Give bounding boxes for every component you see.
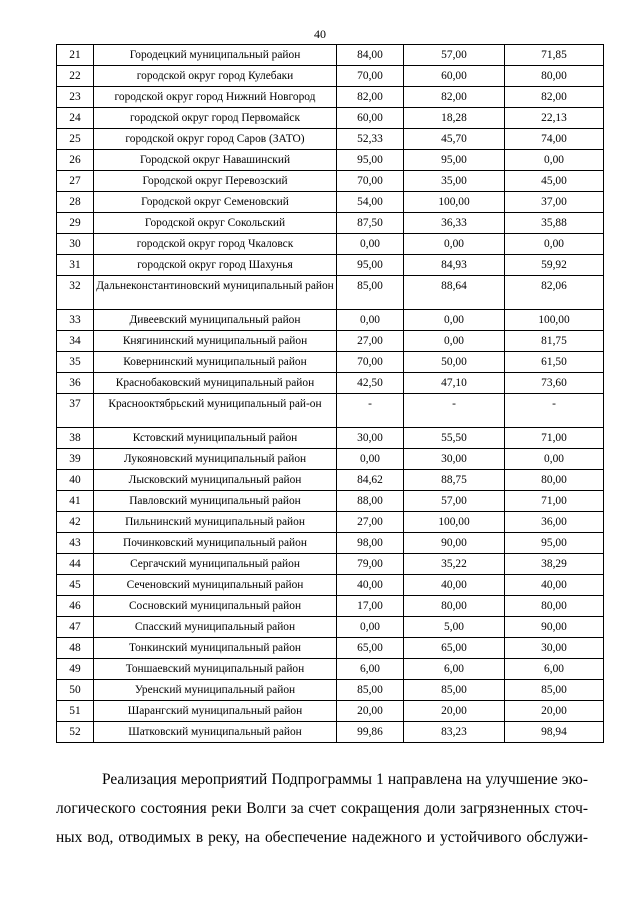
row-number-cell: 26 <box>57 150 94 171</box>
row-number-cell: 30 <box>57 234 94 255</box>
row-number-cell: 39 <box>57 449 94 470</box>
value-3-cell: 0,00 <box>505 449 604 470</box>
value-1-cell: 27,00 <box>337 331 404 352</box>
value-1-cell: 70,00 <box>337 352 404 373</box>
district-name-cell: Шарангский муниципальный район <box>94 701 337 722</box>
value-2-cell: 0,00 <box>404 310 505 331</box>
district-name-cell: городской округ город Шахунья <box>94 255 337 276</box>
value-1-cell: 40,00 <box>337 575 404 596</box>
district-name-cell: Ковернинский муниципальный район <box>94 352 337 373</box>
paragraph-line: логического состояния реки Волги за счет сокращения доли загрязненных сточ- <box>56 800 588 817</box>
table-row <box>57 192 604 213</box>
table-row <box>57 234 604 255</box>
value-3-cell: 82,06 <box>505 276 604 310</box>
table-row <box>57 394 604 428</box>
table-row <box>57 310 604 331</box>
table-row <box>57 491 604 512</box>
row-number-cell: 36 <box>57 373 94 394</box>
table-row <box>57 213 604 234</box>
district-name-cell: городской округ город Чкаловск <box>94 234 337 255</box>
table-row <box>57 108 604 129</box>
district-name-cell: городской округ город Кулебаки <box>94 66 337 87</box>
district-name-cell: Сеченовский муниципальный район <box>94 575 337 596</box>
value-2-cell: 80,00 <box>404 596 505 617</box>
row-number-cell: 51 <box>57 701 94 722</box>
value-2-cell: 83,23 <box>404 722 505 743</box>
value-2-cell: 100,00 <box>404 512 505 533</box>
value-3-cell: 82,00 <box>505 87 604 108</box>
value-1-cell: 30,00 <box>337 428 404 449</box>
value-2-cell: 57,00 <box>404 45 505 66</box>
district-name-cell: Городской округ Перевозский <box>94 171 337 192</box>
district-name-cell: Краснооктябрьский муниципальный рай-он <box>94 394 337 428</box>
data-table <box>56 44 604 743</box>
value-3-cell: 73,60 <box>505 373 604 394</box>
value-1-cell: 20,00 <box>337 701 404 722</box>
value-3-cell: 80,00 <box>505 596 604 617</box>
district-name-cell: Княгининский муниципальный район <box>94 331 337 352</box>
row-number-cell: 42 <box>57 512 94 533</box>
value-3-cell: 59,92 <box>505 255 604 276</box>
value-3-cell: 22,13 <box>505 108 604 129</box>
value-2-cell: 65,00 <box>404 638 505 659</box>
value-1-cell: 85,00 <box>337 276 404 310</box>
row-number-cell: 23 <box>57 87 94 108</box>
value-3-cell: 80,00 <box>505 66 604 87</box>
value-2-cell: 18,28 <box>404 108 505 129</box>
value-3-cell: 100,00 <box>505 310 604 331</box>
table-row <box>57 171 604 192</box>
value-2-cell: 6,00 <box>404 659 505 680</box>
page-number: 40 <box>314 27 326 41</box>
row-number-cell: 31 <box>57 255 94 276</box>
row-number-cell: 45 <box>57 575 94 596</box>
table-row <box>57 617 604 638</box>
district-name-cell: Краснобаковский муниципальный район <box>94 373 337 394</box>
district-name-cell: городской округ город Саров (ЗАТО) <box>94 129 337 150</box>
table-row <box>57 45 604 66</box>
value-1-cell: 82,00 <box>337 87 404 108</box>
value-2-cell: 35,22 <box>404 554 505 575</box>
table-row <box>57 659 604 680</box>
row-number-cell: 52 <box>57 722 94 743</box>
value-2-cell: 35,00 <box>404 171 505 192</box>
row-number-cell: 33 <box>57 310 94 331</box>
value-2-cell: 88,64 <box>404 276 505 310</box>
table-row <box>57 373 604 394</box>
value-1-cell: 27,00 <box>337 512 404 533</box>
value-3-cell: 71,85 <box>505 45 604 66</box>
value-2-cell: - <box>404 394 505 428</box>
district-name-cell: Городской округ Семеновский <box>94 192 337 213</box>
row-number-cell: 48 <box>57 638 94 659</box>
district-name-cell: Городецкий муниципальный район <box>94 45 337 66</box>
value-2-cell: 57,00 <box>404 491 505 512</box>
table-row <box>57 428 604 449</box>
value-3-cell: 71,00 <box>505 491 604 512</box>
row-number-cell: 50 <box>57 680 94 701</box>
table-row <box>57 638 604 659</box>
row-number-cell: 38 <box>57 428 94 449</box>
value-2-cell: 100,00 <box>404 192 505 213</box>
value-2-cell: 84,93 <box>404 255 505 276</box>
district-name-cell: Спасский муниципальный район <box>94 617 337 638</box>
value-3-cell: 95,00 <box>505 533 604 554</box>
table-row <box>57 66 604 87</box>
table-row <box>57 449 604 470</box>
value-3-cell: 71,00 <box>505 428 604 449</box>
value-1-cell: 84,62 <box>337 470 404 491</box>
table-row <box>57 331 604 352</box>
value-2-cell: 55,50 <box>404 428 505 449</box>
value-3-cell: 35,88 <box>505 213 604 234</box>
value-2-cell: 95,00 <box>404 150 505 171</box>
value-3-cell: 80,00 <box>505 470 604 491</box>
value-3-cell: 61,50 <box>505 352 604 373</box>
paragraph-line: Реализация мероприятий Подпрограммы 1 направлена на улучшение эко- <box>102 771 588 788</box>
value-2-cell: 85,00 <box>404 680 505 701</box>
value-3-cell: 98,94 <box>505 722 604 743</box>
district-name-cell: городской округ город Нижний Новгород <box>94 87 337 108</box>
row-number-cell: 40 <box>57 470 94 491</box>
value-1-cell: 0,00 <box>337 310 404 331</box>
value-1-cell: 88,00 <box>337 491 404 512</box>
value-1-cell: 95,00 <box>337 150 404 171</box>
table-row <box>57 352 604 373</box>
table-row <box>57 276 604 310</box>
value-1-cell: 0,00 <box>337 449 404 470</box>
row-number-cell: 41 <box>57 491 94 512</box>
value-1-cell: 60,00 <box>337 108 404 129</box>
table-row <box>57 575 604 596</box>
value-1-cell: 99,86 <box>337 722 404 743</box>
table-row <box>57 129 604 150</box>
value-3-cell: 74,00 <box>505 129 604 150</box>
value-1-cell: 84,00 <box>337 45 404 66</box>
value-1-cell: 85,00 <box>337 680 404 701</box>
row-number-cell: 35 <box>57 352 94 373</box>
value-1-cell: 70,00 <box>337 66 404 87</box>
value-3-cell: 40,00 <box>505 575 604 596</box>
value-3-cell: 90,00 <box>505 617 604 638</box>
body-paragraph <box>56 765 588 852</box>
table-row <box>57 512 604 533</box>
row-number-cell: 49 <box>57 659 94 680</box>
row-number-cell: 46 <box>57 596 94 617</box>
value-1-cell: 52,33 <box>337 129 404 150</box>
value-1-cell: 17,00 <box>337 596 404 617</box>
table-row <box>57 554 604 575</box>
district-name-cell: Уренский муниципальный район <box>94 680 337 701</box>
value-1-cell: - <box>337 394 404 428</box>
district-name-cell: Пильнинский муниципальный район <box>94 512 337 533</box>
row-number-cell: 47 <box>57 617 94 638</box>
value-1-cell: 65,00 <box>337 638 404 659</box>
district-name-cell: городской округ город Первомайск <box>94 108 337 129</box>
district-name-cell: Шатковский муниципальный район <box>94 722 337 743</box>
value-1-cell: 54,00 <box>337 192 404 213</box>
value-2-cell: 47,10 <box>404 373 505 394</box>
value-1-cell: 0,00 <box>337 234 404 255</box>
row-number-cell: 34 <box>57 331 94 352</box>
value-1-cell: 70,00 <box>337 171 404 192</box>
district-name-cell: Городской округ Навашинский <box>94 150 337 171</box>
table-row <box>57 255 604 276</box>
value-3-cell: 45,00 <box>505 171 604 192</box>
value-1-cell: 0,00 <box>337 617 404 638</box>
value-3-cell: 81,75 <box>505 331 604 352</box>
value-2-cell: 5,00 <box>404 617 505 638</box>
table-row <box>57 701 604 722</box>
value-2-cell: 0,00 <box>404 331 505 352</box>
district-name-cell: Дальнеконстантиновский муниципальный район <box>94 276 337 310</box>
value-2-cell: 0,00 <box>404 234 505 255</box>
table-row <box>57 150 604 171</box>
row-number-cell: 24 <box>57 108 94 129</box>
district-name-cell: Лукояновский муниципальный район <box>94 449 337 470</box>
value-3-cell: 6,00 <box>505 659 604 680</box>
value-1-cell: 87,50 <box>337 213 404 234</box>
row-number-cell: 37 <box>57 394 94 428</box>
district-name-cell: Кстовский муниципальный район <box>94 428 337 449</box>
value-1-cell: 79,00 <box>337 554 404 575</box>
row-number-cell: 43 <box>57 533 94 554</box>
row-number-cell: 25 <box>57 129 94 150</box>
value-1-cell: 6,00 <box>337 659 404 680</box>
value-2-cell: 20,00 <box>404 701 505 722</box>
value-2-cell: 50,00 <box>404 352 505 373</box>
district-name-cell: Сергачский муниципальный район <box>94 554 337 575</box>
table-row <box>57 680 604 701</box>
row-number-cell: 44 <box>57 554 94 575</box>
table-row <box>57 596 604 617</box>
value-3-cell: 0,00 <box>505 150 604 171</box>
row-number-cell: 28 <box>57 192 94 213</box>
value-3-cell: 36,00 <box>505 512 604 533</box>
value-2-cell: 60,00 <box>404 66 505 87</box>
row-number-cell: 32 <box>57 276 94 310</box>
table-row <box>57 87 604 108</box>
value-2-cell: 45,70 <box>404 129 505 150</box>
paragraph-line: ных вод, отводимых в реку, на обеспечение надежного и устойчивого обслужи- <box>56 829 588 846</box>
value-3-cell: 85,00 <box>505 680 604 701</box>
value-1-cell: 42,50 <box>337 373 404 394</box>
district-name-cell: Дивеевский муниципальный район <box>94 310 337 331</box>
value-2-cell: 30,00 <box>404 449 505 470</box>
district-name-cell: Тоншаевский муниципальный район <box>94 659 337 680</box>
district-name-cell: Починковский муниципальный район <box>94 533 337 554</box>
value-3-cell: 38,29 <box>505 554 604 575</box>
table-row <box>57 722 604 743</box>
district-name-cell: Павловский муниципальный район <box>94 491 337 512</box>
value-3-cell: 37,00 <box>505 192 604 213</box>
value-3-cell: 30,00 <box>505 638 604 659</box>
district-name-cell: Лысковский муниципальный район <box>94 470 337 491</box>
value-2-cell: 36,33 <box>404 213 505 234</box>
value-3-cell: - <box>505 394 604 428</box>
value-2-cell: 90,00 <box>404 533 505 554</box>
table-row <box>57 470 604 491</box>
value-1-cell: 95,00 <box>337 255 404 276</box>
row-number-cell: 29 <box>57 213 94 234</box>
table-row <box>57 533 604 554</box>
district-name-cell: Сосновский муниципальный район <box>94 596 337 617</box>
value-2-cell: 40,00 <box>404 575 505 596</box>
value-3-cell: 0,00 <box>505 234 604 255</box>
value-1-cell: 98,00 <box>337 533 404 554</box>
value-3-cell: 20,00 <box>505 701 604 722</box>
district-name-cell: Городской округ Сокольский <box>94 213 337 234</box>
row-number-cell: 27 <box>57 171 94 192</box>
value-2-cell: 82,00 <box>404 87 505 108</box>
district-name-cell: Тонкинский муниципальный район <box>94 638 337 659</box>
value-2-cell: 88,75 <box>404 470 505 491</box>
row-number-cell: 22 <box>57 66 94 87</box>
row-number-cell: 21 <box>57 45 94 66</box>
